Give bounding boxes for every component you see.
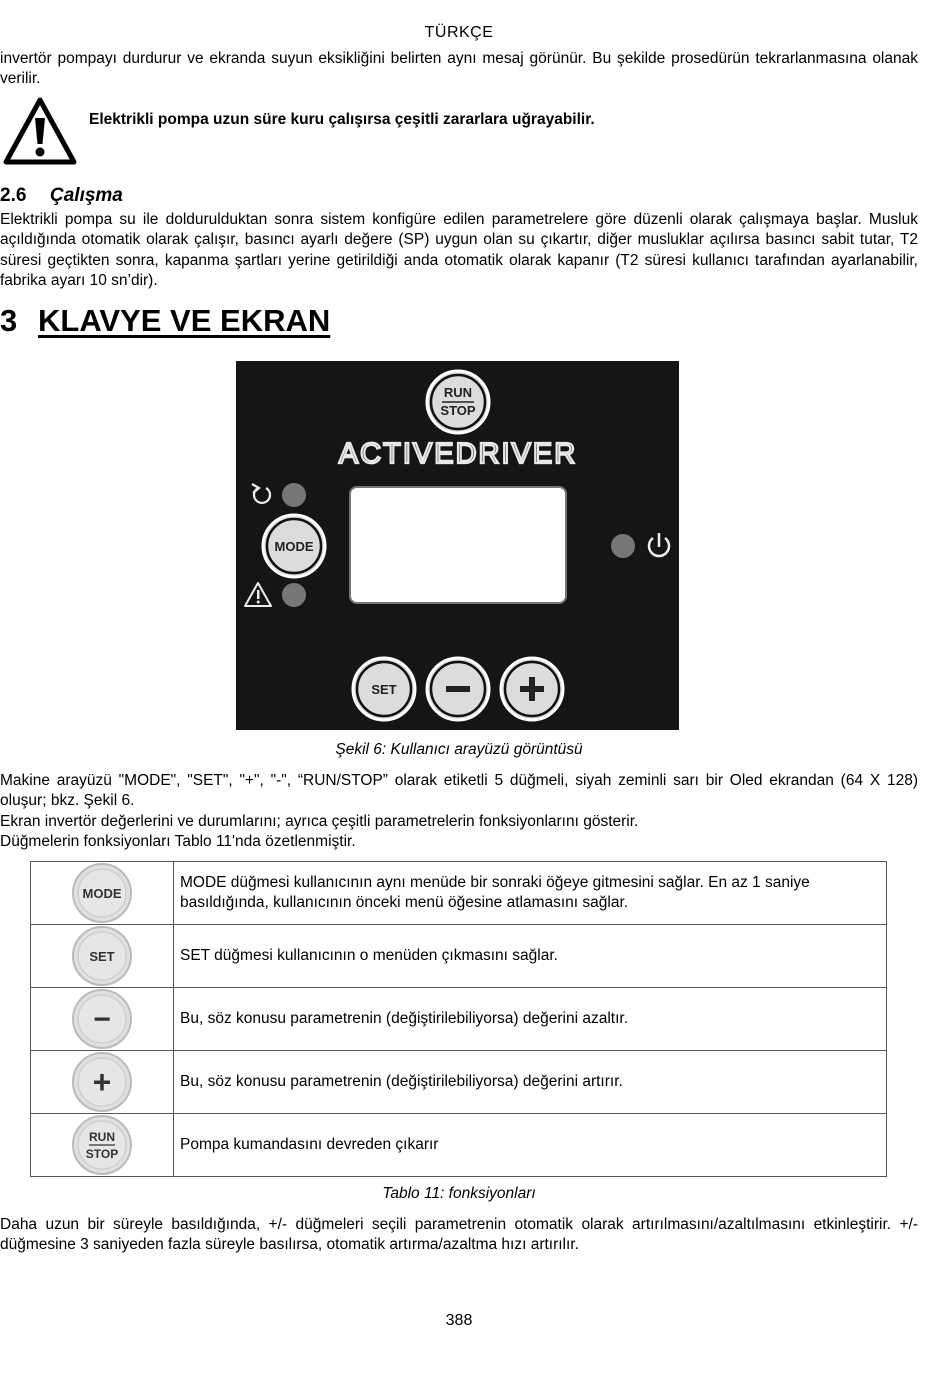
chapter-title: KLAVYE VE EKRAN	[38, 303, 331, 338]
table-text-cell: MODE düğmesi kullanıcının aynı menüde bir sonraki öğeye gitmesini sağlar. En az 1 saniye basıldığında, kullanıcının önceki menü öğesine atlamasını sağlar.	[174, 862, 887, 925]
minus-icon-label: −	[93, 1003, 111, 1036]
section-2-6-body: Elektrikli pompa su ile doldurulduktan sonra sistem konfigüre edilen parametrelere göre düzenli olarak çalışmaya başlar. Musluk açıldığında otomatik olarak çalışır, basıncı ayarlı değere (SP) uygun olan su çıkartır, diğer musluklar açılırsa basıncı sabit tutar, T2 süresi geçtikten sonra, kapanma şartları yerine getirildiği anda otomatik olarak kapanır (T2 süresi kullanıcı tarafından ayarlanabilir, fabrika ayarı 10 sn’dir).	[0, 211, 918, 289]
page-header-language: TÜRKÇE	[424, 24, 494, 41]
status-led-1	[282, 483, 306, 507]
refresh-icon	[252, 484, 270, 503]
minus-button-icon	[71, 988, 133, 1050]
description-line-2: Ekran invertör değerlerini ve durumlarını; ayrıca çeşitli parametrelerin fonksiyonlarını gösterir.	[0, 813, 639, 830]
brand-logo: ACTIVEDRIVER	[338, 438, 578, 470]
status-led-2	[282, 583, 306, 607]
table-caption: Tablo 11: fonksiyonları	[382, 1185, 536, 1202]
chapter-number: 3	[0, 303, 18, 338]
stop-icon-label: STOP	[85, 1147, 119, 1161]
plus-button-icon	[71, 1051, 133, 1113]
warning-text: Elektrikli pompa uzun süre kuru çalışırsa çeşitli zararlara uğrayabilir.	[89, 111, 595, 128]
chapter-3-heading	[0, 303, 330, 339]
mode-icon-label: MODE	[82, 886, 122, 901]
table-row	[31, 988, 887, 1051]
table-text-cell: Bu, söz konusu parametrenin (değiştirilebiliyorsa) değerini azaltır.	[174, 988, 887, 1051]
table-text-cell: Bu, söz konusu parametrenin (değiştirilebiliyorsa) değerini artırır.	[174, 1051, 887, 1114]
set-button[interactable]	[353, 658, 415, 720]
mode-button[interactable]	[263, 515, 325, 577]
mode-button-icon	[71, 862, 133, 924]
control-panel-graphic	[236, 361, 679, 730]
stop-label: STOP	[440, 403, 476, 418]
set-icon-label: SET	[89, 949, 115, 964]
set-button-icon	[71, 925, 133, 987]
section-2-6-heading	[0, 185, 123, 207]
minus-icon	[446, 686, 470, 692]
table-icon-cell	[31, 988, 174, 1051]
page-number: 388	[445, 1312, 473, 1329]
power-led	[611, 534, 635, 558]
section-title: Çalışma	[50, 185, 123, 206]
control-panel-figure	[236, 361, 679, 730]
section-number: 2.6	[0, 185, 27, 206]
closing-paragraph: Daha uzun bir süreyle basıldığında, +/- düğmeleri seçili parametrenin otomatik olarak artırılmasını/azaltılmasını etkinleştirir. +/- düğmesine 3 saniyeden fazla süreyle basılırsa, otomatik artırma/azaltma hızı artırılır.	[0, 1216, 918, 1254]
oled-display	[350, 487, 566, 603]
table-row	[31, 925, 887, 988]
functions-table	[30, 861, 887, 1177]
run-stop-button-icon	[71, 1114, 133, 1176]
table-text-cell: SET düğmesi kullanıcının o menüden çıkmasını sağlar.	[174, 925, 887, 988]
plus-icon-label: +	[92, 1064, 112, 1100]
table-icon-cell	[31, 925, 174, 988]
table-icon-cell	[31, 862, 174, 925]
description-line-1: Makine arayüzü "MODE", "SET", "+", "-", “RUN/STOP” olarak etiketli 5 düğmeli, siyah zeminli sarı bir Oled ekrandan (64 X 128) oluşur; bkz. Şekil 6.	[0, 772, 918, 810]
table-icon-cell	[31, 1051, 174, 1114]
figure-caption: Şekil 6: Kullanıcı arayüzü görüntüsü	[335, 741, 583, 758]
mode-label: MODE	[274, 539, 314, 554]
run-label: RUN	[443, 385, 473, 400]
table-row	[31, 1051, 887, 1114]
description-line-3: Düğmelerin fonksiyonları Tablo 11'nda özetlenmiştir.	[0, 833, 356, 850]
table-row	[31, 1114, 887, 1177]
power-icon	[649, 533, 669, 556]
warning-icon	[245, 583, 271, 606]
table-row	[31, 862, 887, 925]
intro-paragraph: invertör pompayı durdurur ve ekranda suyun eksikliğini belirten aynı mesaj görünür. Bu şekilde prosedürün tekrarlanmasına olanak verilir.	[0, 50, 918, 88]
warning-triangle-icon	[2, 96, 78, 171]
set-label: SET	[371, 682, 397, 697]
plus-icon	[529, 677, 535, 701]
run-stop-button[interactable]	[427, 371, 489, 433]
table-text-cell: Pompa kumandasını devreden çıkarır	[174, 1114, 887, 1177]
plus-button[interactable]	[501, 658, 563, 720]
run-icon-label: RUN	[89, 1130, 115, 1144]
minus-button[interactable]	[427, 658, 489, 720]
table-icon-cell	[31, 1114, 174, 1177]
